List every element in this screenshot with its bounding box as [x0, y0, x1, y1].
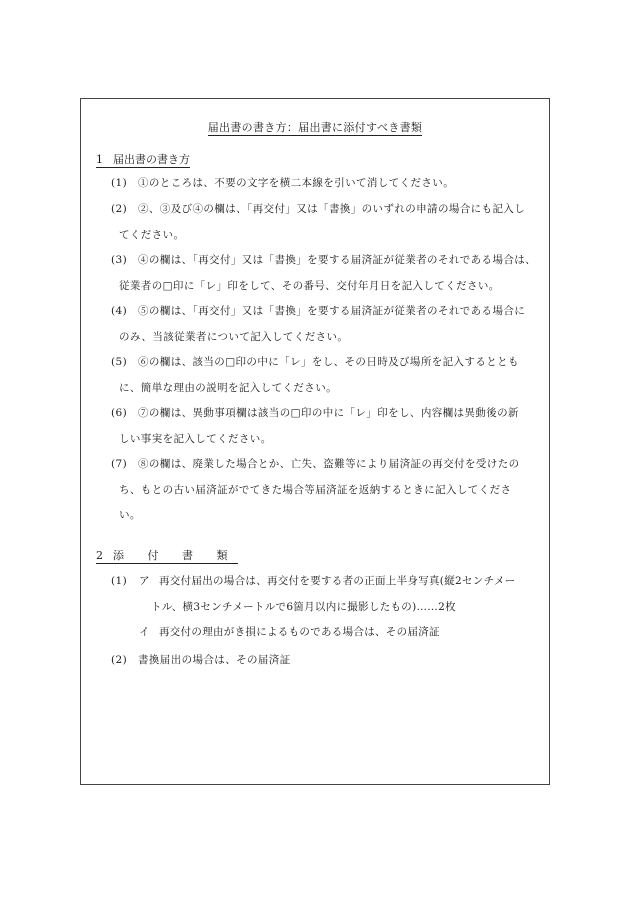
section-1-number: 1 — [96, 153, 103, 166]
section-2-title: 添 付 書 類 — [113, 549, 238, 562]
item-text-line: しい事実を記入してください。 — [119, 432, 272, 445]
item-number: (1) — [111, 177, 128, 189]
list-item — [111, 197, 541, 248]
item-text-line: トル、横3センチメートルで6箇月以内に撮影したもの)……2枚 — [151, 600, 456, 613]
list-item — [111, 648, 541, 674]
item-text-line: ⑧の欄は、廃業した場合とか、亡失、盗難等により届済証の再交付を受けたの — [138, 458, 520, 470]
item-text-line: 従業者の□印に「レ」印をして、その番号、交付年月日を記入してください。 — [119, 279, 500, 292]
list-item — [111, 299, 541, 350]
item-text-line: 書換届出の場合は、その届済証 — [138, 654, 291, 666]
item-text-line: に、簡単な理由の説明を記入してください。 — [119, 381, 337, 394]
item-number: (5) — [111, 356, 128, 368]
item-text-line: ⑤の欄は、「再交付」又は「書換」を要する届済証が従業者のそれである場合に — [138, 305, 526, 317]
section-2-heading — [96, 547, 238, 563]
item-number: (3) — [111, 254, 128, 266]
sub-item — [139, 620, 541, 646]
document-title — [81, 119, 549, 135]
item-text-line: ⑥の欄は、該当の□印の中に「レ」をし、その日時及び場所を記入するととも — [138, 356, 519, 368]
list-item — [111, 401, 541, 452]
list-item — [111, 452, 541, 529]
sub-item — [139, 569, 541, 620]
item-text-line: てください。 — [119, 228, 185, 241]
item-text-line: ⑦の欄は、異動事項欄は該当の□印の中に「レ」印をし、内容欄は異動後の新 — [138, 407, 519, 419]
sub-item-marker: イ — [139, 626, 150, 638]
list-item — [111, 171, 541, 197]
item-text-line: 再交付届出の場合は、再交付を要する者の正面上半身写真(縦2センチメー — [159, 575, 516, 587]
document-title-text: 届出書の書き方：届出書に添付すべき書類 — [207, 121, 423, 134]
item-text-line: ①のところは、不要の文字を横二本線を引いて消してください。 — [138, 177, 455, 189]
item-number: (1) — [111, 575, 128, 587]
list-item — [111, 350, 541, 401]
item-text-line: い。 — [119, 509, 141, 521]
document-frame — [80, 98, 550, 785]
item-number: (2) — [111, 654, 128, 666]
section-2-number: 2 — [96, 549, 103, 562]
list-item — [111, 248, 541, 299]
item-text-line: のみ、当該従業者について記入してください。 — [119, 330, 349, 343]
item-number: (2) — [111, 203, 128, 215]
item-number: (7) — [111, 458, 128, 470]
item-number: (4) — [111, 305, 128, 317]
item-text-line: ち、もとの古い届済証がでてきた場合等届済証を返納するときに記入してくださ — [119, 483, 512, 496]
item-text-line: 再交付の理由がき損によるものである場合は、その届済証 — [159, 626, 440, 638]
item-text-line: ④の欄は、「再交付」又は「書換」を要する届済証が従業者のそれである場合は、 — [138, 254, 537, 266]
item-text-line: ②、③及び④の欄は、「再交付」又は「書換」のいずれの申請の場合にも記入し — [138, 203, 526, 215]
item-number: (6) — [111, 407, 128, 419]
section-1-title: 届出書の書き方 — [113, 153, 190, 166]
sub-item-marker: ア — [139, 575, 150, 587]
section-1-heading — [96, 151, 190, 167]
